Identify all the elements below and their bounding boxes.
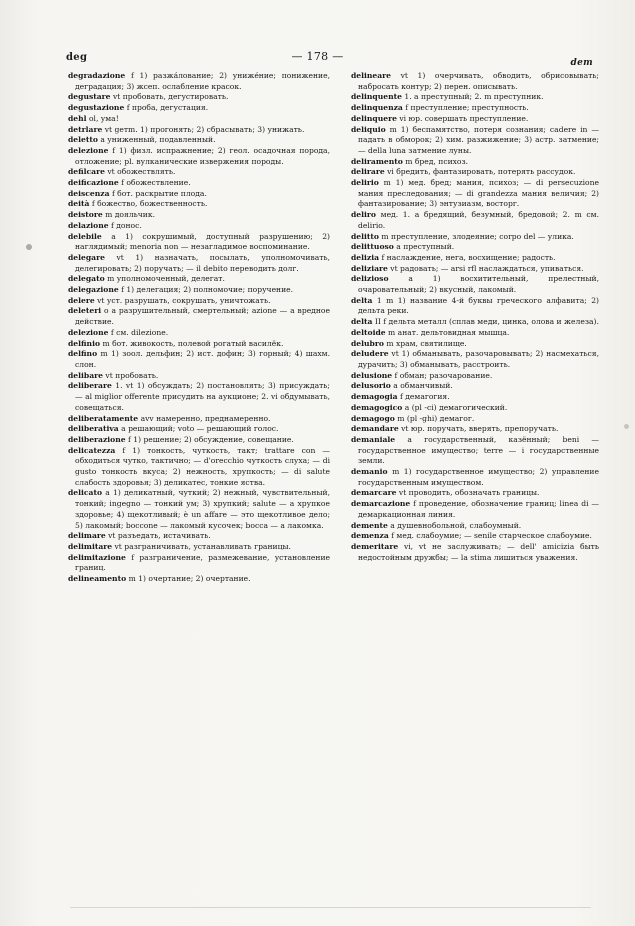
entry-definition: vt обожествлять. [107,167,176,177]
entry-definition: II f дельта металл (сплав меди, цинка, олова и железа). [374,317,599,327]
entry-headword: demaniale [351,434,396,444]
entry-definition: m 1) очертание; 2) очертание. [128,574,251,584]
entry-headword: deistore [68,210,103,220]
dictionary-entry [68,285,330,296]
entry-definition: f разграничение, размежевание, установление границ. [75,552,330,573]
entry-headword: delineare [351,71,392,80]
entry-definition: f 1) тонкость, чуткость, такт; trattare con — обходиться чутко, тактично; — d'orecchio чуткость слуха; — di gusto тонкость вкуса; 2) нежность, хрупкость; — di salute слабость здоровья; 3) деликатес, тонкие яства. [75,445,330,487]
entry-headword: delizioso [351,274,389,284]
dictionary-entry [68,114,330,125]
dictionary-entry [351,403,599,414]
entry-definition: avv намеренно, преднамеренно. [140,413,271,423]
entry-definition: m бред, психоз. [405,156,469,166]
entry-headword: dehl [68,113,87,123]
entry-headword: delegare [68,252,105,262]
entry-headword: delizia [351,252,380,262]
dictionary-entry [351,253,599,264]
entry-definition: 1. a преступный; 2. m преступник. [404,92,544,102]
entry-definition: f преступление; преступность. [405,103,529,113]
dictionary-entry [68,274,330,285]
entry-headword: delazione [68,220,109,230]
dictionary-entry [351,242,599,253]
entry-definition: vt 1) обманывать, разочаровывать; 2) насмехаться, дурачить; 3) обманывать, расстроить. [358,349,599,369]
entry-headword: deletto [68,135,98,145]
entry-headword: delegazione [68,285,119,295]
entry-definition: a преступный. [396,242,455,252]
entry-definition: f 1) решение; 2) обсуждение, совещание. [128,434,294,444]
dictionary-entry [68,306,330,327]
dictionary-entry [351,424,599,435]
entry-headword: deità [68,199,90,209]
dictionary-entry [68,210,330,221]
entry-headword: delta [351,295,373,305]
dictionary-entry [68,414,330,425]
entry-definition: f демагогия. [400,392,450,402]
entry-definition: f 1) делегация; 2) полномочие; поручение. [121,285,294,295]
dictionary-entry [351,92,599,103]
entry-definition: vt уст. разрушать, сокрушать, уничтожать. [97,295,271,305]
entry-definition: m храм, святилище. [386,338,467,348]
dictionary-entry [351,531,599,542]
entry-headword: delibare [68,370,103,380]
entry-headword: demente [351,520,388,530]
left-column [68,71,330,585]
dictionary-entry [351,71,599,92]
dictionary-entry [68,189,330,200]
entry-definition: vt geтm. 1) прогонять; 2) сбрасывать; 3) унижать. [104,124,305,134]
entry-definition: f наслаждение, нега, восхищение; радость. [381,252,556,262]
entry-headword: detrlare [68,124,103,134]
entry-definition: m преступление, злодеяние; corpo del — улика. [381,231,574,241]
dictionary-entry [68,553,330,574]
entry-headword: delusione [351,370,393,380]
entry-headword: delineamento [68,574,127,584]
entry-definition: vt пробовать. [105,370,159,380]
dictionary-entry [351,381,599,392]
entry-definition: vi бредить, фантазировать, потерять рассудок. [387,167,576,177]
dictionary-entry [68,296,330,307]
dictionary-entry [351,125,599,157]
entry-definition: vt юр. поручать, вверять, препоручать. [401,424,559,434]
entry-headword: demandare [351,424,399,434]
entry-definition: vi, vt не заслуживать; — dell' amicizia быть недостойным дружбы; — la stima лишиться уважения. [358,541,599,562]
entry-headword: delinquenza [351,103,403,113]
dictionary-entry [351,264,599,275]
dictionary-entry [68,199,330,210]
dictionary-entry [68,488,330,531]
entry-headword: delirio [351,178,379,188]
dictionary-entry [68,435,330,446]
entry-headword: demagogo [351,413,395,423]
dictionary-entry [351,435,599,467]
entry-definition: f обман; разочарование. [394,370,493,380]
dictionary-entry [68,531,330,542]
entry-definition: мед. 1. a бредящий, безумный, бредовой; 2. m см. delirio. [358,210,599,230]
dictionary-entry [68,221,330,232]
entry-headword: degradazione [68,71,126,80]
dictionary-entry [351,328,599,339]
entry-headword: delubro [351,338,384,348]
entry-headword: delfino [68,349,98,359]
entry-definition: m 1) зоол. дельфин; 2) ист. дофин; 3) горный; 4) шахм. слон. [75,349,330,369]
entry-definition: o a разрушительный, смертельный; azione — a вредное действие. [75,306,330,327]
entry-headword: degustare [68,92,111,102]
running-head-right: dem [570,58,593,68]
entry-headword: deleteri [68,306,102,316]
entry-definition: m 1) мед. бред; мания, психоз; — di persecuzione мания преследования; — di grandezza мания величия; 2) фантазирование; 3) энтузиазм, восторг. [358,178,599,209]
dictionary-entry [68,371,330,382]
entry-headword: delimitazione [68,552,126,562]
dictionary-entry [351,467,599,488]
entry-headword: delicatezza [68,445,116,455]
entry-headword: deiscenza [68,188,110,198]
dictionary-entry [68,381,330,413]
entry-headword: deificazione [68,178,119,188]
dictionary-entry [68,542,330,553]
dictionary-entry [68,424,330,435]
dictionary-entry [351,317,599,328]
dictionary-entry [68,135,330,146]
entry-definition: a государственный, казённый; beni — государственное имущество; terre — i государственные земли. [358,434,599,466]
entry-headword: deliberativa [68,424,119,434]
dictionary-entry [351,274,599,295]
entry-headword: delimare [68,531,106,541]
dictionary-entry [351,232,599,243]
dictionary-entry [351,521,599,532]
entry-definition: a 1) деликатный, чуткий; 2) нежный, чувствительный, тонкий; ingegno — тонкий ум; 3) хрупкий; salute — a хрупкое здоровье; 4) щекотливый; è un affare — это щекотливое дело; 5) лакомый; boccone — лакомый кусочек; bocca — a лакомка. [75,488,330,530]
entry-definition: f проба, дегустация. [126,103,209,113]
entry-definition: f обожествление. [121,178,191,188]
entry-headword: deludere [351,349,389,359]
dictionary-entry [351,103,599,114]
dictionary-entry [68,146,330,167]
entry-definition: f 1) физл. испражнение; 2) геол. осадочная порода, отложение; pl. вулканические извержения породы. [75,145,331,166]
dictionary-entry [68,125,330,136]
entry-headword: demagogico [351,402,403,412]
entry-definition: vt разъедать, истачивать. [108,531,211,541]
entry-definition: f донос. [110,220,142,230]
entry-definition: a решающий; voto — решающий голос. [121,424,279,434]
entry-definition: m анат. дельтовидная мышца. [388,327,510,337]
entry-headword: delicato [68,488,103,498]
entry-definition: m (pl -ghi) демагог. [397,413,475,423]
dictionary-entry [351,499,599,520]
entry-definition: m уполномоченный, делегат. [107,274,225,284]
dictionary-entry [351,296,599,317]
entry-headword: demenza [351,531,389,541]
entry-definition: vt разграничивать, устанавливать границы. [114,541,291,551]
page-number: — 178 — [291,50,344,63]
dictionary-entry [351,371,599,382]
dictionary-entry [351,157,599,168]
entry-definition: f проведение, обозначение границ; linea di — демаркационная линия. [358,499,599,519]
dictionary-entry [68,167,330,178]
margin-spot [26,244,32,250]
dictionary-entry [351,414,599,425]
dictionary-entry [351,178,599,210]
entry-headword: deliziare [351,263,388,273]
entry-headword: deliro [351,210,376,220]
entry-definition: f божество, божественность. [91,199,208,209]
entry-definition: m дояльчик. [105,210,155,220]
dictionary-entry [68,232,330,253]
dictionary-entry [68,71,330,92]
entry-definition: a (pl -ci) демагогический. [404,402,508,412]
dictionary-entry [351,167,599,178]
entry-definition: vt 1) назначать, посылать, уполномочивать, делегировать; 2) поручать; — il debito переводить долг. [75,252,330,273]
entry-definition: f см. dilezione. [110,327,169,337]
dictionary-entry [351,210,599,231]
entry-headword: degustazione [68,103,125,113]
entry-definition: vt радовать; — arsi rfl наслаждаться, упиваться. [390,263,584,273]
entry-definition: m 1) беспамятство, потеря сознания; cadere in — падать в обморок; 2) хим. разжижение; 3) астр. затмение; — della luna затмение луны. [358,124,599,155]
entry-definition: a униженный, подавленный. [100,135,216,145]
dictionary-entry [68,178,330,189]
entry-headword: delezione [68,145,109,155]
entry-headword: delittuoso [351,242,394,252]
entry-headword: delezione [68,327,109,337]
running-head-left: deg [66,52,88,63]
entry-headword: delfinio [68,338,101,348]
entry-headword: demarcazione [351,499,411,509]
entry-headword: delinquere [351,113,397,123]
entry-headword: deliberare [68,381,112,391]
dictionary-entry [68,446,330,489]
dictionary-entry [68,328,330,339]
entry-headword: delere [68,295,95,305]
dictionary-entry [68,92,330,103]
dictionary-entry [351,114,599,125]
entry-definition: a 1) восхитительный, прелестный, очаровательный; 2) вкусный, лакомый. [358,274,599,295]
dictionary-entry [351,349,599,370]
entry-definition: f 1) разжа́лование; 2) униже́ние; понижение, деградация; 3) жсеп. ослабление красок. [75,71,330,91]
entry-definition: vi юр. совершать преступление. [399,113,529,123]
entry-headword: delegato [68,274,105,284]
entry-definition: vt проводить, обозначать границы. [398,488,540,498]
dictionary-entry [351,542,599,563]
entry-definition: m 1) государственное имущество; 2) управление государственным имуществом. [358,467,599,487]
entry-definition: ol, ума! [88,113,119,123]
dictionary-entry [68,574,330,585]
entry-definition: vt пробовать, дегустировать. [112,92,229,102]
entry-headword: demanio [351,467,388,477]
entry-headword: demarcare [351,488,397,498]
dictionary-entry [68,339,330,350]
entry-headword: delebile [68,231,102,241]
entry-definition: f мед. слабоумие; — senile старческое слабоумие. [391,531,592,541]
entry-headword: deliramento [351,156,403,166]
dictionary-entry [68,103,330,114]
entry-definition: 1 m 1) название 4-й буквы греческого алфавита; 2) дельта реки. [358,295,599,316]
margin-spot [624,424,629,429]
entry-headword: demagogia [351,392,398,402]
entry-headword: deliberatamente [68,413,139,423]
entry-definition: vt 1) очерчивать, обводить, обрисовывать; набросать контур; 2) перен. описывать. [358,71,599,91]
entry-definition: a душевнобольной, слабоумный. [390,520,522,530]
entry-headword: delirare [351,167,385,177]
entry-definition: 1. vt 1) обсуждать; 2) постановлять; 3) присуждать; — al miglior offerente присудить на аукционе; 2. vi обдумывать, совещаться. [75,381,330,412]
entry-headword: delitto [351,231,379,241]
entry-headword: delimitare [68,541,113,551]
page-edge [70,907,591,908]
dictionary-entry [68,349,330,370]
dictionary-entry [351,392,599,403]
dictionary-entry [351,339,599,350]
entry-headword: deltoide [351,327,386,337]
entry-definition: a 1) сокрушимый, доступный разрушению; 2) наглядимый; menoria non — незагладимое воспоминание. [75,231,331,252]
dictionary-entry [351,488,599,499]
entry-definition: a обманчивый. [393,381,453,391]
entry-headword: delusorio [351,381,391,391]
entry-headword: defilcare [68,167,105,177]
dictionary-entry [68,253,330,274]
entry-definition: f бот. раскрытие плода. [111,188,207,198]
entry-definition: m бот. живокость, полевой рогатый василёк. [102,338,284,348]
entry-headword: delta [351,317,373,327]
right-column [351,71,599,563]
entry-headword: deliberazione [68,434,126,444]
entry-headword: demeritare [351,541,399,551]
entry-headword: deliquio [351,124,386,134]
entry-headword: delinquente [351,92,402,102]
